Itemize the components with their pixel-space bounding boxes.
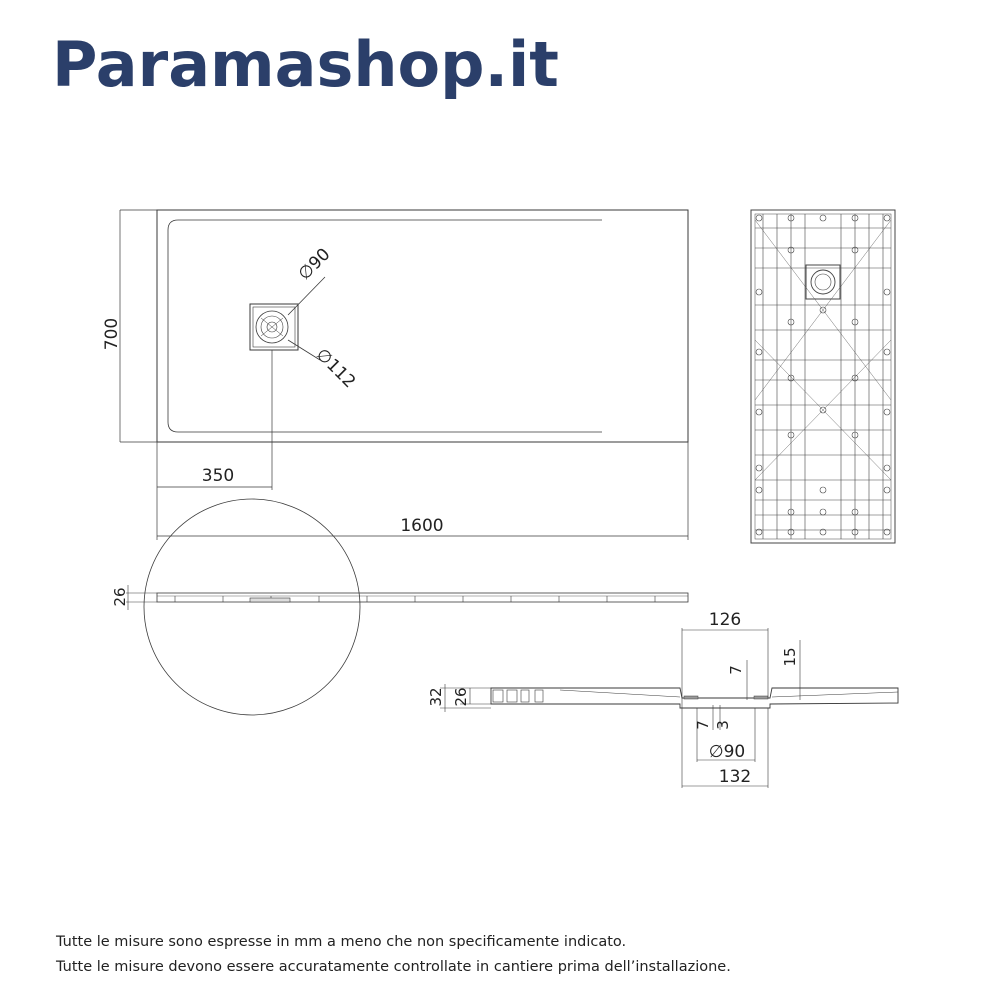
- support-foot: [820, 487, 826, 493]
- support-foot: [884, 215, 890, 221]
- dim-drain-offset-350: 350: [201, 466, 235, 486]
- dim-total-height-32: 32: [427, 687, 445, 707]
- dim-height-700: 700: [102, 317, 122, 351]
- support-foot: [884, 289, 890, 295]
- dim-depth-15: 15: [781, 647, 799, 667]
- dim-drain-top-width-126: 126: [708, 610, 742, 630]
- support-foot: [884, 487, 890, 493]
- dim-thickness-26: 26: [111, 587, 129, 607]
- drain-top-view: [250, 304, 298, 350]
- support-foot: [884, 465, 890, 471]
- drain-diameter-outer: ∅112: [311, 344, 360, 393]
- dim-pipe-diameter-90: ∅90: [708, 742, 746, 762]
- section-circle: [144, 499, 360, 715]
- support-foot: [756, 409, 762, 415]
- support-foot: [820, 215, 826, 221]
- support-foot: [884, 409, 890, 415]
- support-foot: [820, 509, 826, 515]
- support-foot: [756, 487, 762, 493]
- support-foot: [756, 289, 762, 295]
- support-foot: [756, 215, 762, 221]
- support-foot: [756, 349, 762, 355]
- dim-depth-3: 3: [714, 720, 732, 730]
- drain-diameter-inner: ∅90: [294, 244, 335, 285]
- underside-view: [751, 210, 895, 543]
- note-verify: Tutte le misure devono essere accuratamente controllate in cantiere prima dell’installazione.: [56, 959, 731, 975]
- top-view: [120, 210, 688, 540]
- support-foot: [884, 349, 890, 355]
- brand-logo: Paramashop.it: [52, 28, 559, 101]
- note-units: Tutte le misure sono espresse in mm a meno che non specificamente indicato.: [56, 934, 627, 950]
- dim-depth-7-bottom: 7: [694, 720, 712, 730]
- detail-view: [440, 628, 898, 788]
- support-foot: [756, 465, 762, 471]
- dim-depth-7-top: 7: [727, 665, 745, 675]
- dim-edge-height-26: 26: [452, 687, 470, 707]
- dim-drain-bottom-width-132: 132: [718, 767, 752, 787]
- dim-length-1600: 1600: [400, 516, 444, 536]
- tray-inner-rim: [168, 220, 602, 432]
- tray-outline: [157, 210, 688, 442]
